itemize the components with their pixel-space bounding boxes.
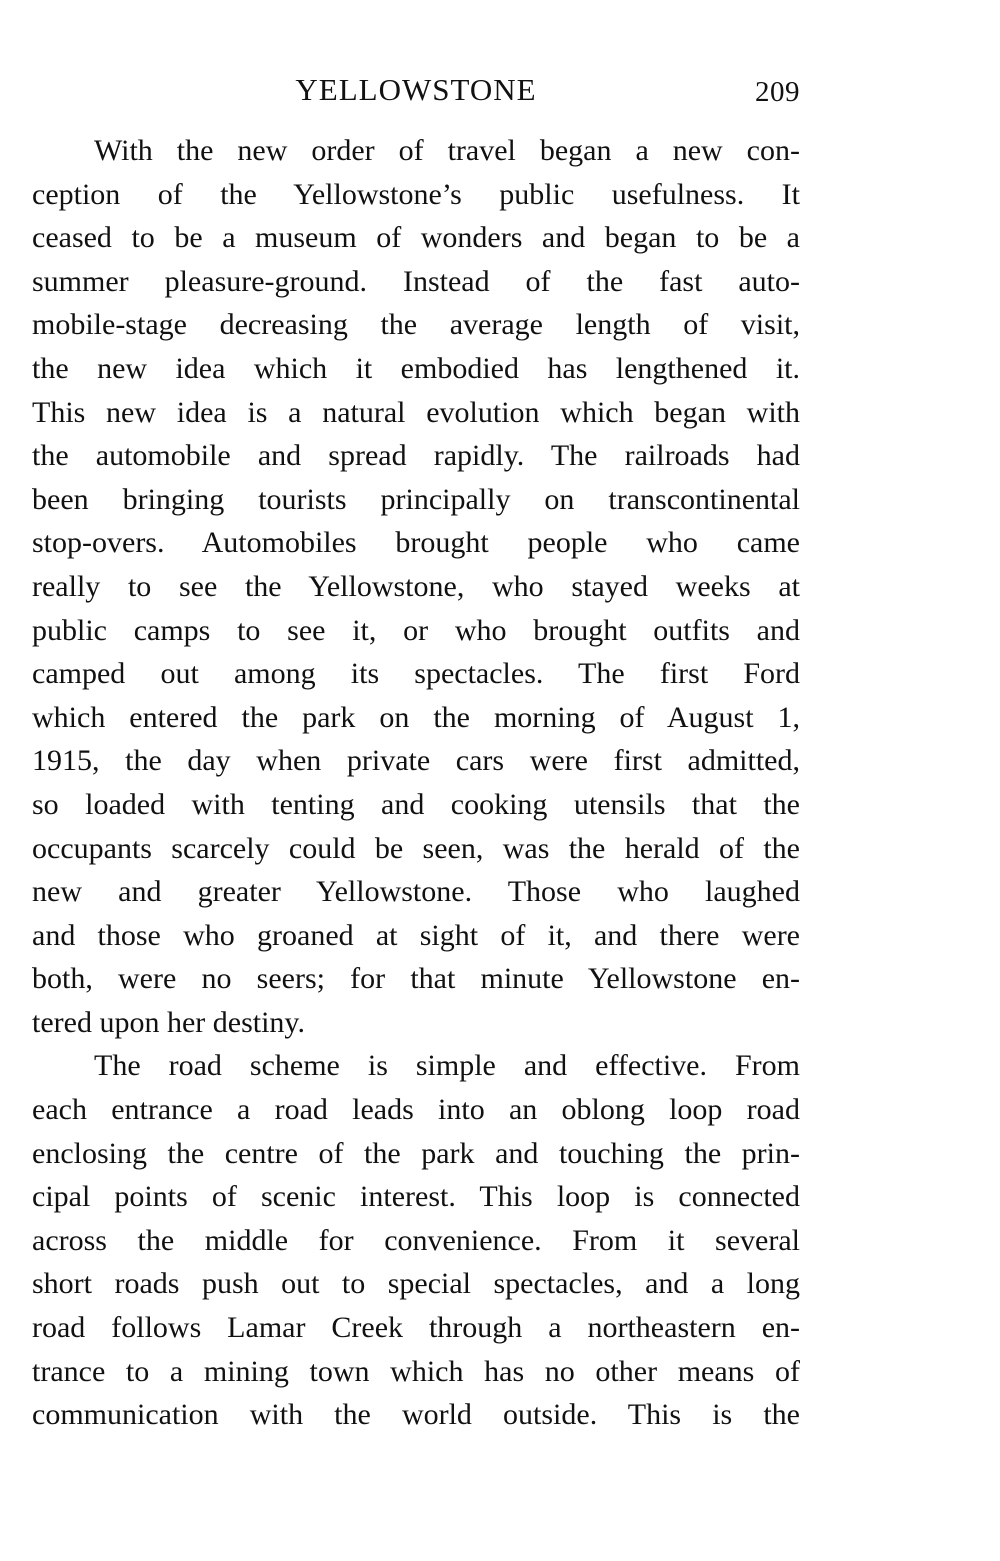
text-line: each entrance a road leads into an oblong loop road <box>32 1093 800 1127</box>
text-line: tered upon her destiny. <box>32 1005 305 1039</box>
text-line: new and greater Yellowstone. Those who laughed <box>32 875 800 909</box>
text-line: cipal points of scenic interest. This loop is connected <box>32 1180 800 1214</box>
running-head <box>32 70 800 110</box>
text-line: been bringing tourists principally on transcontinental <box>32 482 800 516</box>
text-line: This new idea is a natural evolution which began with <box>32 395 800 429</box>
text-line: communication with the world outside. This is the <box>32 1398 800 1432</box>
text-line: 1915, the day when private cars were first admitted, <box>32 744 800 778</box>
text-line: so loaded with tenting and cooking utensils that the <box>32 787 800 821</box>
text-line: The road scheme is simple and effective. From <box>94 1049 800 1083</box>
text-line: public camps to see it, or who brought outfits and <box>32 613 800 647</box>
body-text <box>32 129 800 1437</box>
paragraph-1 <box>32 129 800 1044</box>
text-line: across the middle for convenience. From it several <box>32 1223 800 1257</box>
text-line: mobile-stage decreasing the average length of visit, <box>32 308 800 342</box>
text-line: which entered the park on the morning of August 1, <box>32 700 800 734</box>
text-line: stop-overs. Automobiles brought people who came <box>32 526 800 560</box>
text-line: both, were no seers; for that minute Yellowstone en- <box>32 962 800 996</box>
text-line: ception of the Yellowstone’s public usefulness. It <box>32 177 800 211</box>
text-line: and those who groaned at sight of it, and there were <box>32 918 800 952</box>
text-line: With the new order of travel began a new con- <box>94 134 800 167</box>
text-line: the new idea which it embodied has lengthened it. <box>32 351 800 385</box>
text-line: summer pleasure-ground. Instead of the fast auto- <box>32 264 800 298</box>
paragraph-2 <box>32 1044 800 1436</box>
text-line: camped out among its spectacles. The first Ford <box>32 657 800 691</box>
text-line: enclosing the centre of the park and touching the prin- <box>32 1136 800 1170</box>
text-line: the automobile and spread rapidly. The railroads had <box>32 439 800 473</box>
running-title: YELLOWSTONE <box>295 72 537 107</box>
text-line: occupants scarcely could be seen, was the herald of the <box>32 831 800 865</box>
page-number: 209 <box>755 76 800 108</box>
text-line: trance to a mining town which has no other means of <box>32 1354 800 1388</box>
text-line: road follows Lamar Creek through a northeastern en- <box>32 1311 800 1345</box>
text-line: short roads push out to special spectacles, and a long <box>32 1267 800 1301</box>
text-line: really to see the Yellowstone, who stayed weeks at <box>32 569 800 603</box>
text-line: ceased to be a museum of wonders and began to be a <box>32 221 800 255</box>
